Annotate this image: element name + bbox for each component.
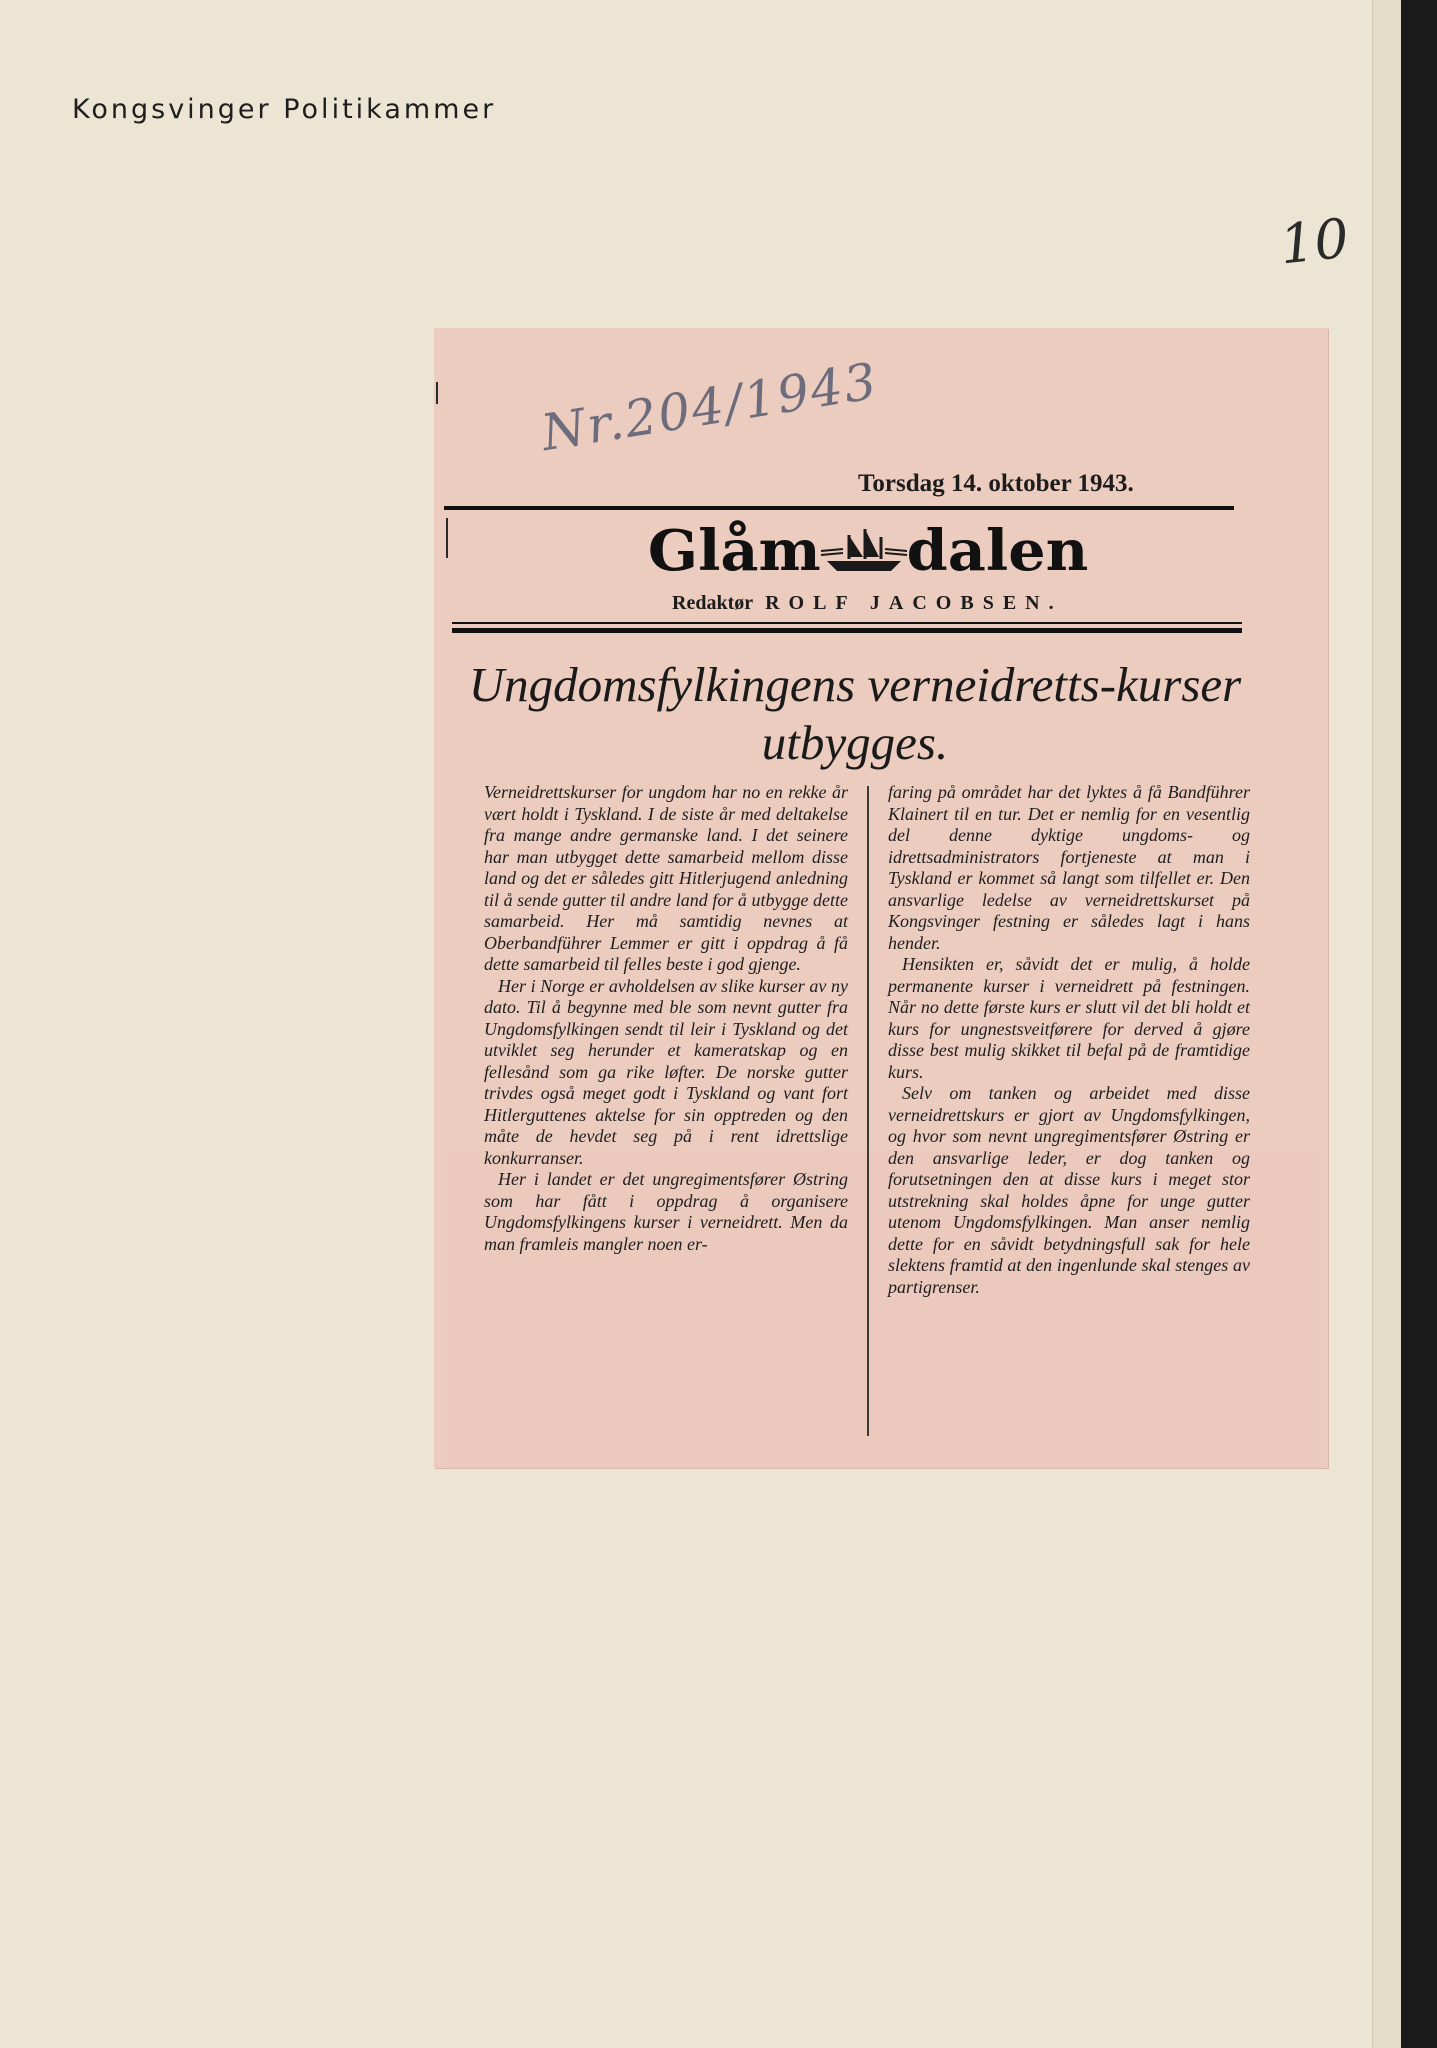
rule-mid [452,628,1242,633]
rule-top [444,506,1234,510]
masthead-left: Glåm [647,518,821,585]
article-column-left [484,782,848,1255]
archive-note: Nr.204/1943 [537,351,883,463]
page-number: 10 [1276,206,1352,277]
editor-line [672,592,1063,615]
margin-mark [436,382,438,404]
paragraph: Selv om tanken og arbeidet med disse verneidrettskurs er gjort av Ungdomsfylkingen, og hvor som nevnt ungregimentsfører Østring er den ansvarlige leder, er dog tanken og forutsetningen den at disse kurs i meget stor utstrekning skal holdes åpne for unge gutter utenom Ungdomsfylkingen. Man anser nemlig dette for en såvidt betydningsfull sak for hele slektens framtid at den ingenlunde skal stenges av partigrenser. [888,1083,1250,1297]
article-column-right [888,782,1250,1298]
paragraph: Her i Norge er avholdelsen av slike kurser av ny dato. Til å begynne med ble som nevnt gutter fra Ungdomsfylkingen sendt til leir i Tyskland og det utviklet seg herunder et kameratskap og en fellesånd som ga rike løfter. De norske gutter trivdes også meget godt i Tyskland og vant fort Hitlerguttenes aktelse for sin opptreden og den måte de hevdet seg på i rent idrettslige konkurranser. [484,975,848,1168]
editor-label: Redaktør [672,592,754,614]
paragraph: faring på området har det lyktes å få Bandführer Klainert til en tur. Det er nemlig for en vesentlig del denne dyktige ungdoms- og idrettsadministrators fortjeneste at man i Tyskland er kommet så langt som tilfellet er. Den ansvarlige ledelse av verneidrettskurset på Kongsvinger festning er således lagt i hans hender. [888,782,1250,953]
margin-mark [446,518,448,558]
paragraph: Hensikten er, såvidt det er mulig, å holde permanente kurser i verneidrett på festningen. Når no dette første kurs er slutt vil det bli holdt et kurs for ungnestsveitførere for derved å gjøre disse best mulig skikket til befal på de framtidige kurs. [888,954,1250,1082]
editor-name: ROLF JACOBSEN. [765,592,1063,614]
sheet-edge [1372,0,1401,2048]
headline: Ungdomsfylkingens verneidretts-kurser utbygges. [468,657,1242,770]
paragraph: Verneidrettskurser for ungdom har no en rekke år vært holdt i Tyskland. I de siste år med deltakelse fra mange andre germanske land. I det seinere har man utbygget dette samarbeid mellom disse land og det er således gitt Hitlerjugend anledning til å sende gutter til andre land for å utbygge dette samarbeid. Her må samtidig nevnes at Oberbandführer Lemmer er gitt i oppdrag å få dette samarbeid til felles beste i god gjenge. [484,782,848,974]
masthead [647,514,1089,585]
ship-emblem-icon [819,527,909,575]
office-header: Kongsvinger Politikammer [72,94,497,125]
rule-mid-thin [452,622,1242,624]
date-line: Torsdag 14. oktober 1943. [858,470,1134,497]
paragraph: Her i landet er det ungregimentsfører Østring som har fått i oppdrag å organisere Ungdomsfylkingens kurser i verneidrett. Men da man framleis mangler noen er- [484,1169,848,1254]
masthead-right: dalen [906,518,1089,585]
column-divider [867,786,869,1436]
